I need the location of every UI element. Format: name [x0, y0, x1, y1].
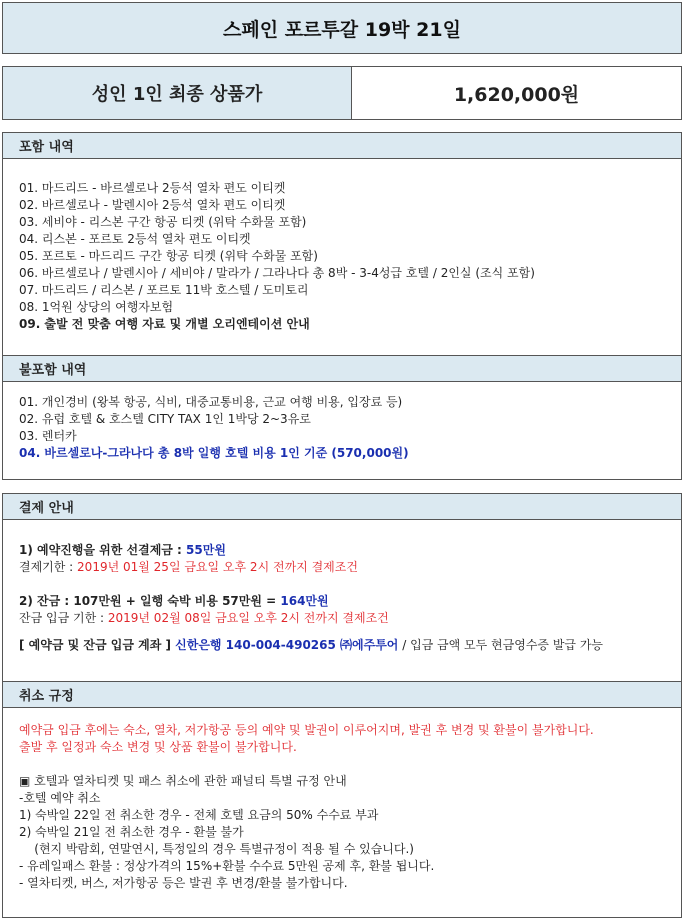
payment-heading: 결제 안내	[3, 494, 681, 520]
deposit-deadline: 2019년 01월 25일 금요일 오후 2시 전까지 결제조건	[77, 560, 358, 574]
cancel-rule: 1) 숙박일 22일 전 취소한 경우 - 전체 호텔 요금의 50% 수수료 부과	[19, 808, 379, 822]
payment-section	[2, 493, 682, 918]
included-heading: 포함 내역	[3, 133, 681, 159]
list-item: 06. 바르셀로나 / 발렌시아 / 세비야 / 말라가 / 그라나다 총 8박 - 3-4성급 호텔 / 2인실 (조식 포함)	[19, 266, 535, 280]
list-item: 03. 렌터카	[19, 429, 77, 443]
list-item: 08. 1억원 상당의 여행자보험	[19, 300, 174, 314]
page-title: 스페인 포르투갈 19박 21일	[2, 2, 682, 54]
cancel-rule: (현지 박람회, 연말연시, 특정일의 경우 특별규정이 적용 될 수 있습니다.)	[19, 842, 414, 856]
balance-deadline-label: 잔금 입금 기한 :	[19, 611, 108, 625]
payment-body	[3, 520, 681, 682]
account-line	[19, 637, 665, 654]
deposit-deadline-label: 결제기한 :	[19, 560, 78, 574]
cancel-rule: - 열차티켓, 버스, 저가항공 등은 발권 후 변경/환불 불가합니다.	[19, 876, 348, 890]
deposit-deadline-line	[19, 559, 665, 576]
deposit-line	[19, 542, 665, 559]
cancel-heading: 취소 규정	[3, 682, 681, 708]
price-value: 1,620,000원	[453, 83, 580, 106]
list-item: 09. 출발 전 맞춤 여행 자료 및 개별 오리엔테이션 안내	[19, 317, 310, 331]
cancel-rule: ▣ 호텔과 열차티켓 및 패스 취소에 관한 패널티 특별 규정 안내	[19, 774, 347, 788]
list-item: 03. 세비야 - 리스본 구간 항공 티켓 (위탁 수화물 포함)	[19, 215, 307, 229]
account-value: 신한은행 140-004-490265 ㈜에주투어	[175, 638, 399, 652]
list-item: 04. 리스본 - 포르토 2등석 열차 편도 이티켓	[19, 232, 251, 246]
account-label: [ 예약금 및 잔금 입금 계좌 ]	[19, 638, 176, 652]
price-table	[2, 66, 682, 120]
list-item: 05. 포르토 - 마드리드 구간 항공 티켓 (위탁 수화물 포함)	[19, 249, 318, 263]
list-item: 01. 마드리드 - 바르셀로나 2등석 열차 편도 이티켓	[19, 181, 286, 195]
deposit-amount: 55만원	[186, 543, 226, 557]
cancel-warning: 예약금 입금 후에는 숙소, 열차, 저가항공 등의 예약 및 발권이 이루어지며, 발권 후 변경 및 환불이 불가합니다.	[19, 723, 594, 737]
price-label: 성인 1인 최종 상품가	[3, 67, 352, 119]
cancel-body	[3, 708, 681, 892]
balance-label: 2) 잔금 : 107만원 + 일행 숙박 비용 57만원 =	[19, 594, 281, 608]
list-item: 01. 개인경비 (왕복 항공, 식비, 대중교통비용, 근교 여행 비용, 입장료 등)	[19, 395, 403, 409]
cancel-warning: 출발 후 일정과 숙소 변경 및 상품 환불이 불가합니다.	[19, 740, 297, 754]
list-item: 02. 바르셀로나 - 발렌시아 2등석 열차 편도 이티켓	[19, 198, 286, 212]
balance-amount: 164만원	[280, 594, 329, 608]
balance-deadline-line	[19, 610, 665, 627]
cancel-rule: 2) 숙박일 21일 전 취소한 경우 - 환불 불가	[19, 825, 244, 839]
excluded-heading: 불포함 내역	[3, 356, 681, 382]
cancel-rule: -호텔 예약 취소	[19, 791, 101, 805]
account-note: / 입금 금액 모두 현금영수증 발급 가능	[398, 638, 604, 652]
balance-deadline: 2019년 02월 08일 금요일 오후 2시 전까지 결제조건	[107, 611, 389, 625]
list-item: 04. 바르셀로나-그라나다 총 8박 일행 호텔 비용 1인 기준 (570,000원)	[19, 446, 409, 460]
inclusions-section	[2, 132, 682, 480]
list-item: 02. 유럽 호텔 & 호스텔 CITY TAX 1인 1박당 2~3유로	[19, 412, 311, 426]
cancel-rule: - 유레일패스 환불 : 정상가격의 15%+환불 수수료 5만원 공제 후, 환불 됩니다.	[19, 859, 435, 873]
included-list	[3, 159, 681, 356]
deposit-label: 1) 예약진행을 위한 선결제금 :	[19, 543, 187, 557]
list-item: 07. 마드리드 / 리스본 / 포르토 11박 호스텔 / 도미토리	[19, 283, 309, 297]
excluded-list	[3, 382, 681, 462]
balance-line	[19, 593, 665, 610]
